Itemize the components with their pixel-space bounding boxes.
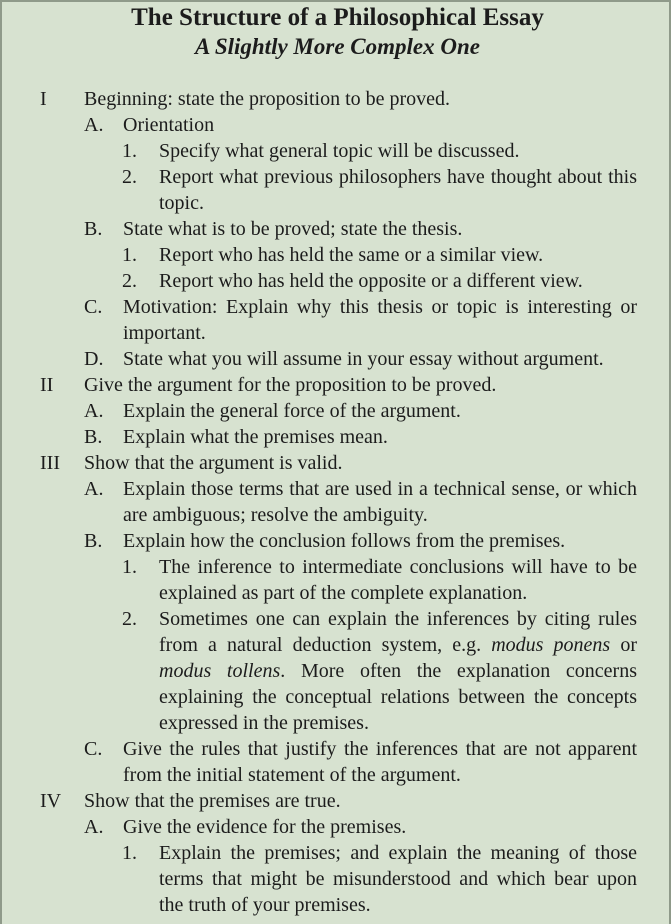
outline-item-I-A-2 [2, 164, 671, 216]
outline-item-I [2, 86, 671, 112]
outline-item-I-A-1 [2, 138, 671, 164]
outline-item-I-B [2, 216, 671, 242]
item-text: Report what previous philosophers have thought about this topic. [159, 166, 637, 214]
item-number: A. [84, 114, 104, 136]
item-number: 1. [122, 244, 137, 266]
item-text: Give the rules that justify the inferences that are not apparent from the initial statement of the argument. [123, 738, 637, 786]
item-number: II [40, 374, 54, 396]
item-text: Show that the argument is valid. [84, 452, 343, 474]
outline-item-III-B [2, 528, 671, 554]
item-number: C. [84, 738, 103, 760]
outline-item-III [2, 450, 671, 476]
item-text: Give the argument for the proposition to be proved. [84, 374, 497, 396]
outline-item-I-B-1 [2, 242, 671, 268]
item-text-part: or [610, 634, 637, 656]
item-text: Give the evidence for the premises. [123, 816, 407, 838]
item-text: Report who has held the same or a similar view. [159, 244, 544, 266]
item-text [159, 606, 637, 736]
item-number: C. [84, 296, 103, 318]
outline-item-III-C [2, 736, 671, 788]
item-text: Orientation [123, 114, 215, 136]
outline-item-II-A [2, 398, 671, 424]
italic-term: modus ponens [491, 634, 611, 656]
item-text: Explain how the conclusion follows from the premises. [123, 530, 566, 552]
item-number: A. [84, 816, 104, 838]
item-number: D. [84, 348, 104, 370]
item-number: I [40, 88, 47, 110]
outline-item-II-B [2, 424, 671, 450]
outline-item-I-B-2 [2, 268, 671, 294]
item-number: B. [84, 218, 103, 240]
item-text: Specify what general topic will be discussed. [159, 140, 520, 162]
item-text: The inference to intermediate conclusions will have to be explained as part of the complete explanation. [159, 556, 637, 604]
outline-item-IV-A [2, 814, 671, 840]
item-number: IV [40, 790, 62, 812]
outline-item-I-A [2, 112, 671, 138]
item-text: Explain the premises; and explain the meaning of those terms that might be misunderstood and which bear upon the truth of your premises. [159, 842, 637, 916]
outline-item-IV [2, 788, 671, 814]
item-text: Beginning: state the proposition to be proved. [84, 88, 451, 110]
item-text: Explain what the premises mean. [123, 426, 388, 448]
page-title: The Structure of a Philosophical Essay [131, 4, 544, 31]
item-text: State what is to be proved; state the thesis. [123, 218, 463, 240]
outline-item-II [2, 372, 671, 398]
item-number: 2. [122, 166, 137, 188]
item-text: State what you will assume in your essay without argument. [123, 348, 604, 370]
item-number: III [40, 452, 60, 474]
item-text-part: Sometimes one can explain the inferences by citing rules from a natural deduction system, e.g. [159, 608, 637, 656]
outline-item-III-B-2 [2, 606, 671, 736]
item-number: B. [84, 530, 103, 552]
item-number: 1. [122, 556, 137, 578]
item-text: Explain the general force of the argument. [123, 400, 461, 422]
outline-item-I-C [2, 294, 671, 346]
page-subtitle: A Slightly More Complex One [195, 34, 480, 59]
item-number: 1. [122, 842, 137, 864]
item-number: A. [84, 400, 104, 422]
item-number: B. [84, 426, 103, 448]
item-text: Report who has held the opposite or a different view. [159, 270, 583, 292]
outline-item-IV-A-1 [2, 840, 671, 918]
item-text: Explain those terms that are used in a technical sense, or which are ambiguous; resolve the ambiguity. [123, 478, 637, 526]
item-number: A. [84, 478, 104, 500]
outline-item-III-A [2, 476, 671, 528]
outline-item-III-B-1 [2, 554, 671, 606]
item-number: 2. [122, 270, 137, 292]
item-text: Show that the premises are true. [84, 790, 341, 812]
italic-term: modus tollens [159, 660, 281, 682]
item-number: 1. [122, 140, 137, 162]
outline [2, 86, 671, 918]
outline-item-I-D [2, 346, 671, 372]
item-text: Motivation: Explain why this thesis or topic is interesting or important. [123, 296, 637, 344]
item-number: 2. [122, 608, 137, 630]
item-text-part: . More often the explanation concerns explaining the conceptual relations between the concepts expressed in the premises. [159, 660, 637, 734]
